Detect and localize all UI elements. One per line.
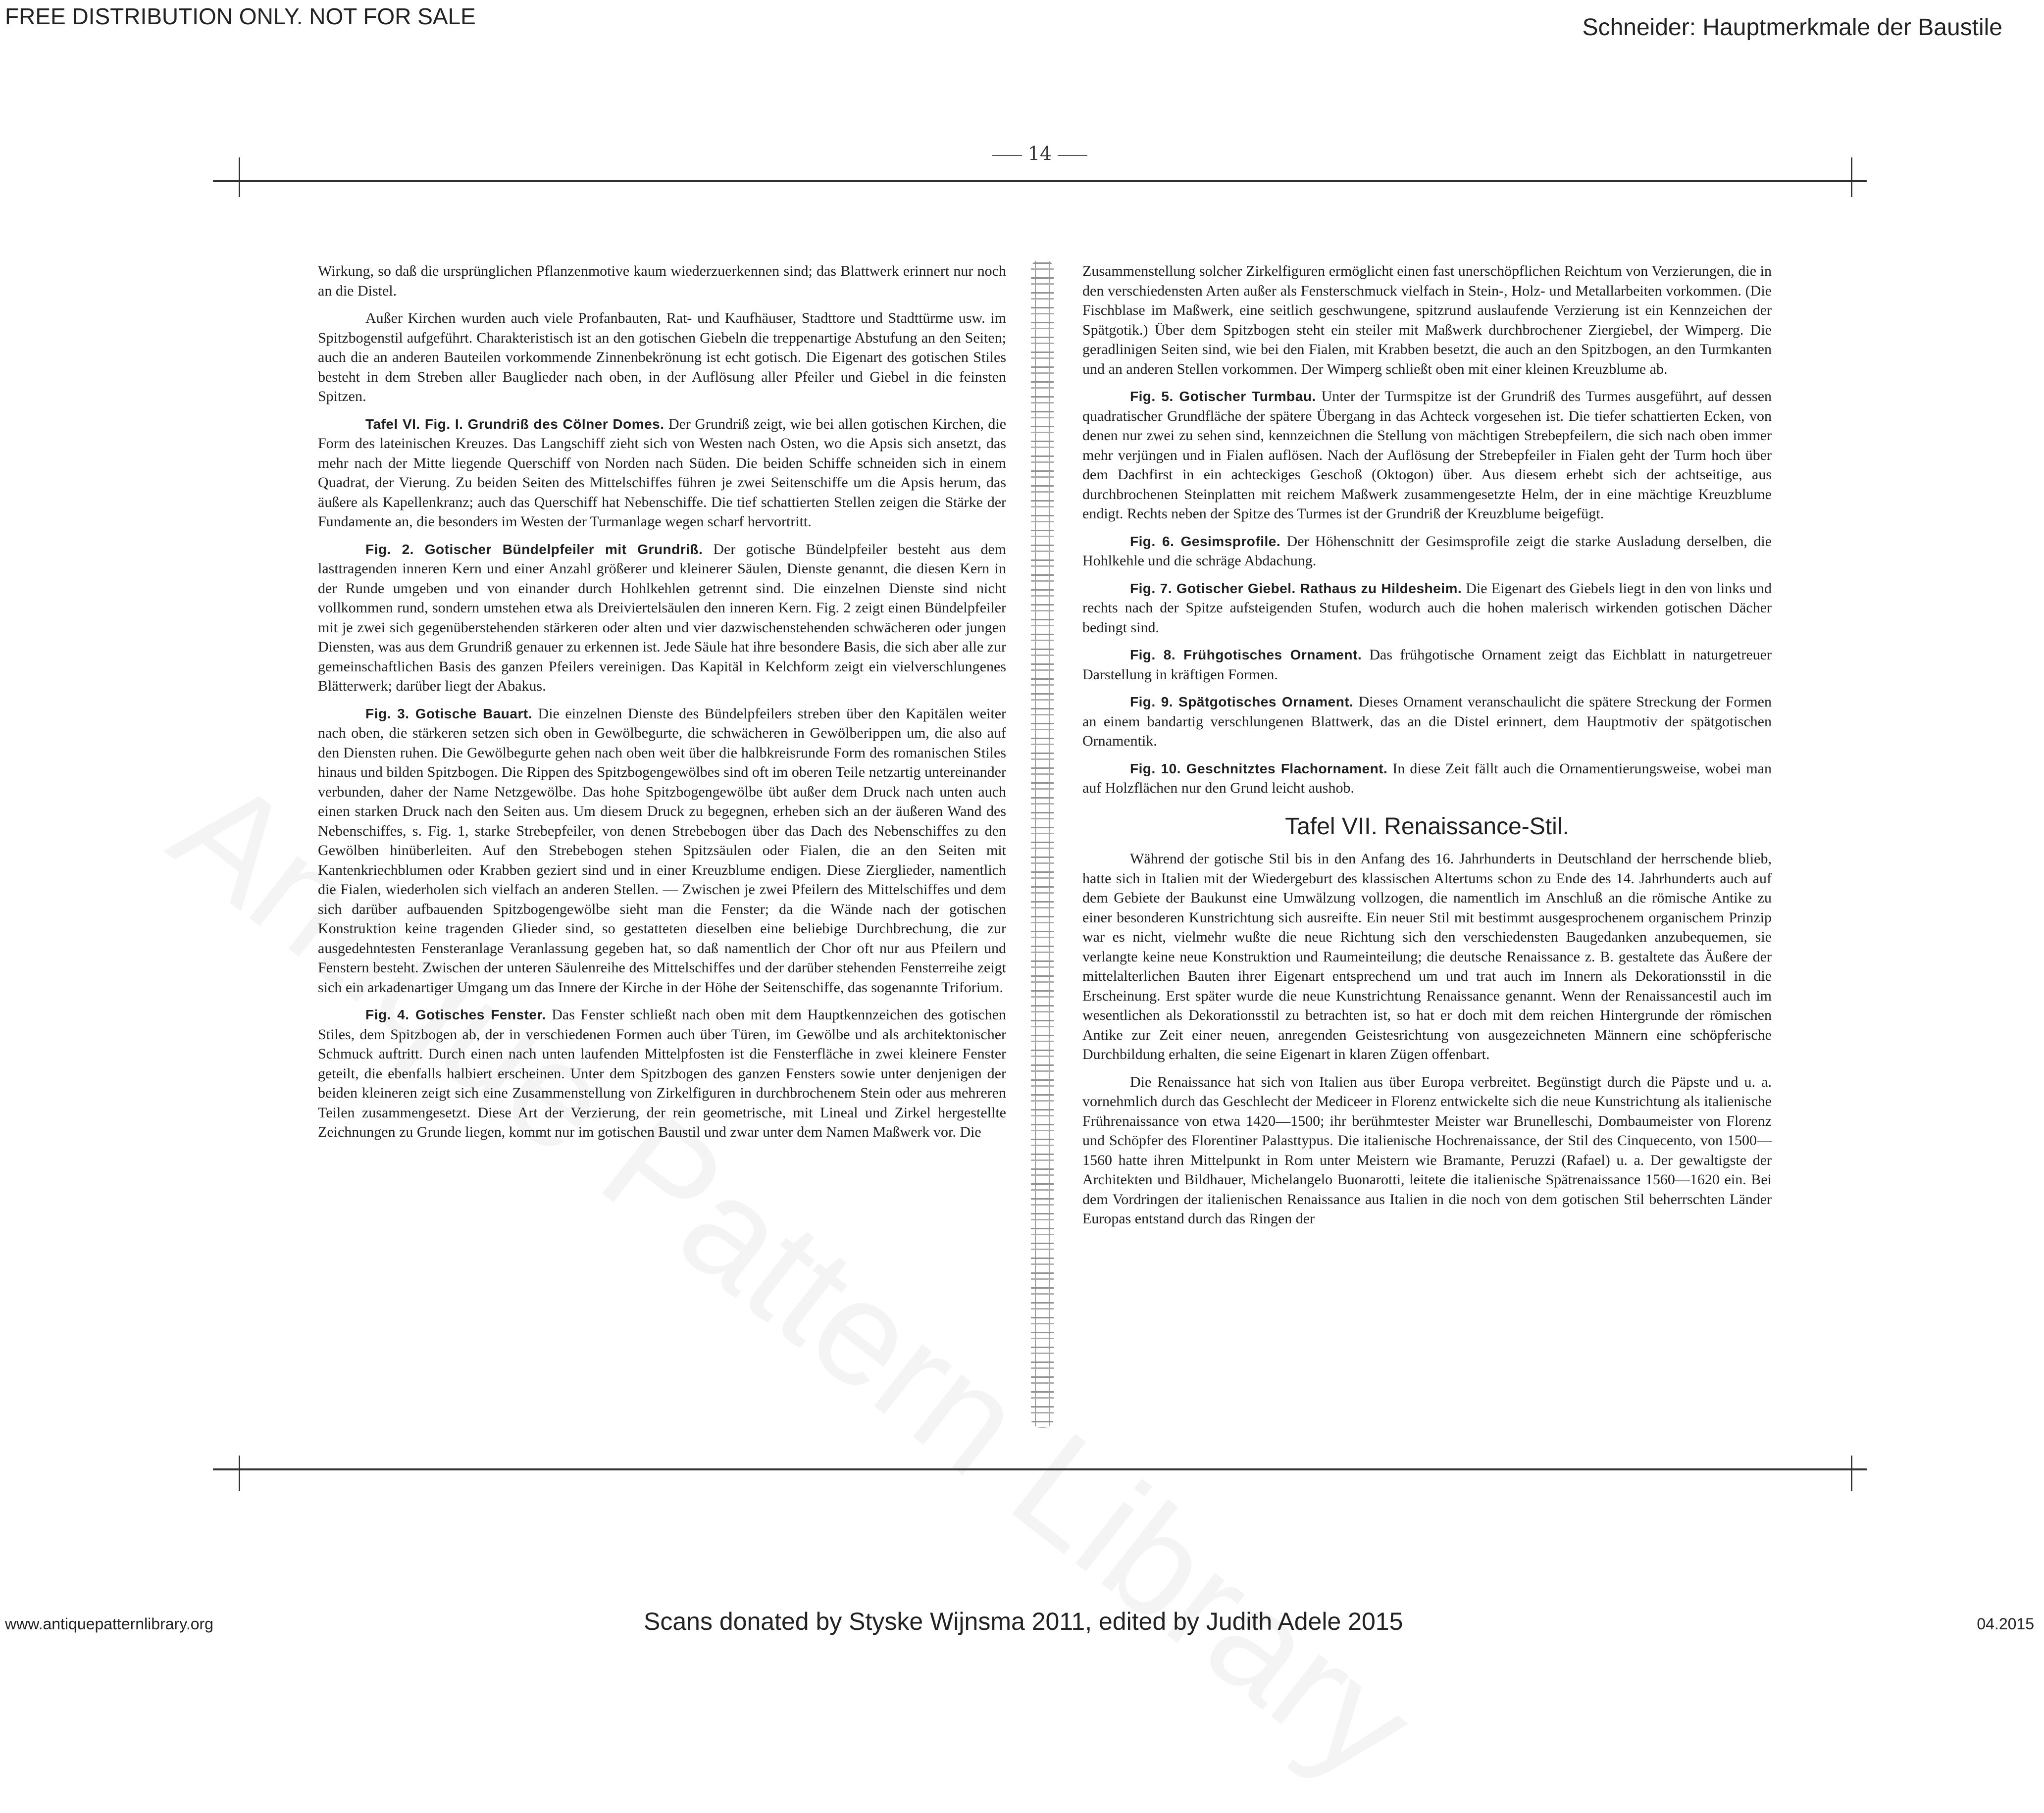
frame-bottom-rule [213, 1468, 1867, 1470]
section-fig-3 [318, 704, 1006, 998]
section-text: Die einzelnen Dienste des Bündelpfeilers streben über den Kapitälen weiter nach oben, die stärkeren setzen sich oben in Gewölbegurte, die schwächeren in Gewölberippen um, die also auf den Diensten ruhen. Die Gewölbegurte gehen nach oben weit über die halbkreisrunde Form des romanischen Stiles hinaus und bilden Spitzbogen. Die Rippen des Spitzbogengewölbes sind oft im oberen Teile netzartig untereinander verbunden, daher der Name Netzgewölbe. Das hohe Spitzbogengewölbe übt außer dem Druck nach unten auch einen starken Druck nach den Seiten aus. Um diesem Druck zu begegnen, erheben sich an der äußeren Wand des Nebenschiffes, s. Fig. 1, starke Strebepfeiler, von denen Strebebogen über das Dach des Nebenschiffes zu den Gewölben hinüberleiten. Auf den Strebebogen stehen Spitzsäulen oder Fialen, die an den Seiten mit Kantenkriechblumen oder Krabben geziert sind und in einer Kreuzblume endigen. Diese Zierglieder, namentlich die Fialen, wiederholen sich vielfach an anderen Stellen. — Zwischen je zwei Pfeilern des Mittelschiffes und dem sich darüber aufbauenden Spitzbogengewölbe sieht man die Fenster; da die Wände nach der gotischen Konstruktion keine tragenden Glieder sind, so gestatteten dieselben eine beliebige Durchbrechung, die zur ausgedehntesten Fensteranlage Veranlassung gegeben hat, so daß namentlich der Chor oft nur aus Pfeilern und Fenstern besteht. Zwischen der unteren Säulenreihe des Mittelschiffes und der darüber stehenden Fensterreihe zeigt sich ein arkadenartiger Umgang um das Innere der Kirche in der Höhe der Seitenschiffe, das sogenannte Triforium. [318, 705, 1006, 996]
section-fig-4 [318, 1005, 1006, 1142]
page-number [966, 143, 1114, 164]
section-label: Fig. 8. Frühgotisches Ornament. [1130, 647, 1362, 662]
section-label: Fig. 5. Gotischer Turmbau. [1130, 389, 1316, 404]
section-text: Das frühgotische Ornament zeigt das Eichblatt in naturgetreuer Darstellung in kräftigen Formen. [1082, 647, 1772, 683]
section-fig-10 [1082, 759, 1772, 798]
section-label: Fig. 6. Gesimsprofile. [1130, 533, 1281, 549]
section-fig-9 [1082, 692, 1772, 751]
frame-left-tick-bottom [239, 1456, 240, 1491]
section-tafel-vi-fig-1 [318, 414, 1006, 532]
left-paragraph-2: Außer Kirchen wurden auch viele Profanbauten, Rat- und Kaufhäuser, Stadttore und Stadttürme usw. im Spitzbogenstil aufgeführt. Charakteristisch ist an den gotischen Giebeln die treppenartige Abstufung an den Seiten; auch die an anderen Bauteilen vorkommende Zinnenbekrönung ist echt gotisch. Die Eigenart des gotischen Stiles besteht in dem Streben aller Bauglieder nach oben, in der Auflösung aller Pfeiler und Giebel in die feinsten Spitzen. [318, 310, 1006, 404]
section-fig-5 [1082, 387, 1772, 524]
section-title-tafel-vii: Tafel VII. Renaissance-Stil. [1285, 813, 1569, 840]
ornamental-column-divider [1031, 259, 1054, 1428]
header-distribution-note: FREE DISTRIBUTION ONLY. NOT FOR SALE [5, 3, 476, 29]
section-text: Der Höhenschnitt der Gesimsprofile zeigt die starke Ausladung derselben, die Hohlkehle und die schräge Abdachung. [1082, 533, 1772, 569]
frame-top-rule [213, 180, 1867, 182]
page-number-text: 14 [1027, 143, 1052, 164]
right-paragraph-1: Zusammenstellung solcher Zirkelfiguren ermöglicht einen fast unerschöpflichen Reichtum von Verzierungen, die in den verschiedensten Arten außer als Fensterschmuck vielfach in Stein-, Holz- und Metallarbeiten vorkommen. (Die Fischblase im Maßwerk, eine seitlich geschwungene, spitzrund auslaufende Verzierung ist ein Kennzeichen der Spätgotik.) Über dem Spitzbogen steht ein steiler mit Maßwerk durchbrochener Ziergiebel, der Wimperg. Die geradlinigen Seiten sind, wie bei den Fialen, mit Krabben besetzt, die auch an den Spitzbogen, an den Turmkanten und an anderen Stellen vorkommen. Der Wimperg schließt oben mit einer kleinen Kreuzblume ab. [1082, 263, 1772, 377]
right-column [1082, 261, 1772, 1237]
footer-date: 04.2015 [1977, 1615, 2034, 1633]
section-text: Der Grundriß zeigt, wie bei allen gotischen Kirchen, die Form des lateinischen Kreuzes. Das Langschiff zieht sich von Westen nach Osten, wo die Apsis sich ansetzt, das mehr nach der Mitte liegende Querschiff von Norden nach Süden. Die beiden Schiffe schneiden sich in einem Quadrat, der Vierung. Zu beiden Seiten des Mittelschiffes führen je zwei Seitenschiffe um die Apsis herum, das äußere als Kapellenkranz; auch das Querschiff hat Nebenschiffe. Die tief schattierten Stellen zeigen die Stärke der Fundamente an, die besonders im Westen der Turmanlage wegen scharf hervortritt. [318, 415, 1007, 530]
header-book-title: Schneider: Hauptmerkmale der Baustile [1582, 14, 2002, 41]
section-text: Dieses Ornament veranschaulicht die spätere Streckung der Formen an einem bandartig verschlungenen Blattwerk, das an die Distel erinnert, dem Hauptmotiv der spätgotischen Ornamentik. [1082, 694, 1772, 749]
frame-right-tick-bottom [1851, 1456, 1852, 1491]
section-label: Fig. 3. Gotische Bauart. [365, 705, 532, 721]
footer-website: www.antiquepatternlibrary.org [5, 1615, 213, 1633]
section-fig-6 [1082, 532, 1772, 571]
section-label: Fig. 9. Spätgotisches Ornament. [1130, 694, 1354, 709]
section-label: Tafel VI. Fig. I. Grundriß des Cölner Domes. [365, 416, 664, 432]
section-label: Fig. 4. Gotisches Fenster. [365, 1007, 546, 1022]
section-text: In diese Zeit fällt auch die Ornamentierungsweise, wobei man auf Holzflächen nur den Grund leicht aushob. [1082, 760, 1772, 796]
renaissance-paragraph-2: Die Renaissance hat sich von Italien aus über Europa verbreitet. Begünstigt durch die Päpste und u. a. vornehmlich durch das Geschlecht der Mediceer in Florenz entwickelte sich die neue Kunstrichtung als italienische Frührenaissance von etwa 1420—1500; ihr berühmtester Meister war Brunelleschi, Dombaumeister von Florenz und Schöpfer des Florentiner Palasttypus. Die italienische Hochrenaissance, der Stil des Cinquecento, von 1500—1560 hatte ihren Mittelpunkt in Rom unter Meistern wie Bramante, Peruzzi (Rafael) u. a. Der gewaltigste der Architekten und Bildhauer, Michelangelo Buonarotti, leitete die italienische Spätrenaissance 1560—1620 ein. Bei dem Vordringen der italienischen Renaissance aus Italien in die noch von dem gotischen Stil beherrschten Länder Europas entstand durch das Ringen der [1082, 1073, 1772, 1227]
section-fig-7 [1082, 579, 1772, 638]
section-fig-2 [318, 540, 1006, 696]
footer-credits: Scans donated by Styske Wijnsma 2011, edited by Judith Adele 2015 [644, 1608, 1403, 1635]
page-number-ornament-right [1058, 155, 1087, 156]
frame-right-tick-top [1851, 157, 1852, 197]
left-paragraph-1: Wirkung, so daß die ursprünglichen Pflanzenmotive kaum wiederzuerkennen sind; das Blattwerk erinnert nur noch an die Distel. [318, 263, 1006, 299]
section-label: Fig. 7. Gotischer Giebel. Rathaus zu Hildesheim. [1130, 580, 1462, 596]
section-label: Fig. 2. Gotischer Bündelpfeiler mit Grundriß. [365, 541, 703, 557]
section-label: Fig. 10. Geschnitztes Flachornament. [1130, 760, 1388, 776]
section-text: Der gotische Bündelpfeiler besteht aus dem lasttragenden inneren Kern und einer Anzahl größerer und kleinerer Säulen, Dienste genannt, die diesen Kern in der Runde umgeben und von einander durch Hohlkehlen getrennt sind. Die einzelnen Dienste sind nicht vollkommen rund, sondern umstehen etwa als Dreiviertelsäulen den inneren Kern. Fig. 2 zeigt einen Bündelpfeiler mit je zwei sich gegenüberstehenden stärkeren oder alten und vier dazwischenstehenden schwächeren oder jungen Diensten, was aus dem Grundriß genauer zu erkennen ist. Jede Säule hat ihre besondere Basis, die sich aber alle zur gemeinschaftlichen Basis des ganzen Pfeilers vereinigen. Das Kapitäl in Kelchform zeigt ein vielverschlungenes Blätterwerk; darüber liegt der Abakus. [318, 541, 1007, 694]
section-text: Das Fenster schließt nach oben mit dem Hauptkennzeichen des gotischen Stiles, dem Spitzbogen ab, der in verschiedenen Formen auch über Türen, im Gewölbe und als architektonischer Schmuck auftritt. Durch einen nach unten laufenden Mittelpfosten ist die Fensterfläche in zwei kleinere Fenster geteilt, die ebenfalls halbiert erscheinen. Unter dem Spitzbogen des ganzen Fensters sowie unter denjenigen der beiden kleineren zeigt sich eine Zusammenstellung von Zirkelfiguren in durchbrochenem Stein oder aus mehreren Teilen zusammengesetzt. Diese Art der Verzierung, der rein geometrische, mit Lineal und Zirkel hergestellte Zeichnungen zu Grunde liegen, kommt nur im gotischen Baustil und zwar unter dem Namen Maßwerk vor. Die [318, 1007, 1007, 1140]
frame-left-tick-top [239, 157, 240, 197]
left-column [318, 261, 1006, 1150]
section-text: Die Eigenart des Giebels liegt in den von links und rechts nach der Spitze aufsteigenden Stufen, wodurch auch die hohen malerisch wirkenden gotischen Dächer bedingt sind. [1082, 580, 1772, 636]
section-fig-8 [1082, 645, 1772, 684]
page-number-ornament-left [992, 155, 1022, 156]
section-text: Unter der Turmspitze ist der Grundriß des Turmes ausgeführt, auf dessen quadratischer Grundfläche der spätere Übergang in das Achteck vorgesehen ist. Die tiefer schattierten Ecken, von denen nur zwei zu sehen sind, kennzeichnen die Stellung von mächtigen Strebepfeilern, die sich nach oben immer mehr verjüngen und in Fialen auflösen. Nach der Auflösung der Strebepfeiler in Fialen geht der Turm hoch über dem Dachfirst in ein achteckiges Geschoß (Oktogon) über. Aus diesem erhebt sich der achtseitige, aus durchbrochenen Steinplatten mit reichem Maßwerk zusammengesetzte Helm, der in eine mächtige Kreuzblume endigt. Rechts neben der Spitze des Turmes ist der Grundriß der Kreuzblume beigefügt. [1082, 388, 1772, 522]
renaissance-paragraph-1: Während der gotische Stil bis in den Anfang des 16. Jahrhunderts in Deutschland der herrschende blieb, hatte sich in Italien mit der Wiedergeburt des klassischen Altertums schon zu Ende des 14. Jahrhunderts auch auf dem Gebiete der Baukunst eine Umwälzung vollzogen, die namentlich im Anschluß an die römische Antike zu einer besonderen Kunstrichtung sich ausreifte. Ein neuer Stil mit bestimmt ausgesprochenem organischem Prinzip war es nicht, vielmehr wußte die neue Richtung sich den verschiedensten Baugedanken anzubequemen, sie verlangte keine neue Konstruktion und Raumeinteilung; die deutsche Renaissance z. B. gestaltete das Äußere der mittelalterlichen Bauten ihrer Eigenart entsprechend um und trat auch im Innern als Dekorationsstil in die Erscheinung. Erst später wurde die neue Kunstrichtung Renaissance genannt. Wenn der Renaissancestil auch im wesentlichen als Dekorationsstil zu betrachten ist, so hat er doch mit dem reichen Hintergrunde der römischen Antike zur Zeit einer neuen, anregenden Geistesrichtung von ausgezeichneten Männern eine schöpferische Durchbildung erhalten, die seine Eigenart in klaren Zügen offenbart. [1082, 851, 1772, 1062]
